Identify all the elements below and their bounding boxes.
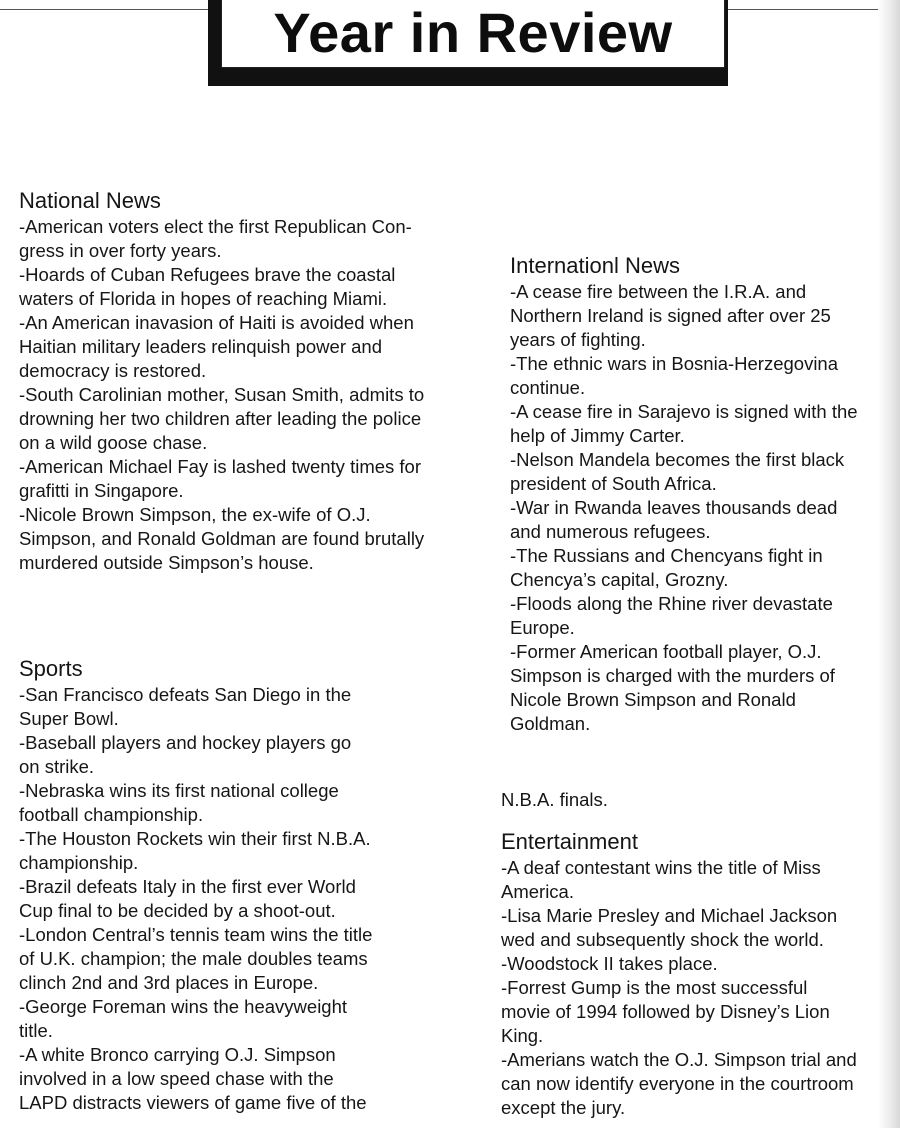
list-item: -Floods along the Rhine river devastate Europe. — [510, 593, 833, 638]
national-news-list — [19, 215, 469, 575]
list-item: -A cease fire in Sarajevo is signed with the help of Jimmy Carter. — [510, 401, 858, 446]
list-item: -Baseball players and hockey players go on strike. — [19, 732, 352, 777]
list-item: -A white Bronco carrying O.J. Simpson involved in a low speed chase with the LAPD distracts viewers of game five of the — [19, 1044, 367, 1113]
top-rule-left — [0, 9, 208, 10]
title-banner — [221, 0, 725, 68]
entertainment-section — [501, 830, 883, 1120]
list-item: -Nebraska wins its first national college football championship. — [19, 780, 339, 825]
list-item: -War in Rwanda leaves thousands dead and numerous refugees. — [510, 497, 838, 542]
international-news-list — [510, 280, 882, 736]
list-item: -Lisa Marie Presley and Michael Jackson wed and subsequently shock the world. — [501, 905, 838, 950]
entertainment-heading: Entertainment — [501, 829, 638, 854]
sports-heading: Sports — [19, 656, 83, 681]
list-item: -Amerians watch the O.J. Simpson trial and can now identify everyone in the courtroom except the jury. — [501, 1049, 857, 1118]
international-news-heading: Internationl News — [510, 253, 680, 278]
list-item: -South Carolinian mother, Susan Smith, admits to drowning her two children after leading the police on a wild goose chase. — [19, 384, 425, 453]
list-item: -American voters elect the first Republican Con- gress in over forty years. — [19, 216, 412, 261]
list-item: -Forrest Gump is the most successful movie of 1994 followed by Disney’s Lion King. — [501, 977, 830, 1046]
page-title: Year in Review — [273, 1, 673, 64]
list-item: -George Foreman wins the heavyweight title. — [19, 996, 348, 1041]
list-item: -American Michael Fay is lashed twenty times for grafitti in Singapore. — [19, 456, 421, 501]
sports-continuation: N.B.A. finals. — [501, 789, 608, 810]
list-item: -The Russians and Chencyans fight in Chencya’s capital, Grozny. — [510, 545, 823, 590]
list-item: -San Francisco defeats San Diego in the Super Bowl. — [19, 684, 352, 729]
list-item: -An American inavasion of Haiti is avoided when Haitian military leaders relinquish power and democracy is restored. — [19, 312, 414, 381]
sports-section — [19, 657, 469, 1115]
entertainment-list — [501, 856, 883, 1120]
list-item: -Former American football player, O.J. Simpson is charged with the murders of Nicole Brown Simpson and Ronald Goldman. — [510, 641, 835, 734]
list-item: -The Houston Rockets win their first N.B.A. championship. — [19, 828, 371, 873]
list-item: -A cease fire between the I.R.A. and Northern Ireland is signed after over 25 years of fighting. — [510, 281, 831, 350]
list-item: -Nelson Mandela becomes the first black president of South Africa. — [510, 449, 845, 494]
list-item: -Woodstock II takes place. — [501, 953, 718, 974]
international-news-section — [510, 254, 882, 736]
list-item: -London Central’s tennis team wins the title of U.K. champion; the male doubles teams clinch 2nd and 3rd places in Europe. — [19, 924, 373, 993]
national-news-section — [19, 189, 469, 575]
list-item: -A deaf contestant wins the title of Miss America. — [501, 857, 821, 902]
list-item: -Brazil defeats Italy in the first ever World Cup final to be decided by a shoot-out. — [19, 876, 356, 921]
national-news-heading: National News — [19, 188, 161, 213]
sports-list — [19, 683, 469, 1115]
list-item: -The ethnic wars in Bosnia-Herzegovina continue. — [510, 353, 839, 398]
top-rule-right — [728, 9, 878, 10]
list-item: -Nicole Brown Simpson, the ex-wife of O.J. Simpson, and Ronald Goldman are found brutally murdered outside Simpson’s house. — [19, 504, 425, 573]
list-item: -Hoards of Cuban Refugees brave the coastal waters of Florida in hopes of reaching Miami. — [19, 264, 396, 309]
